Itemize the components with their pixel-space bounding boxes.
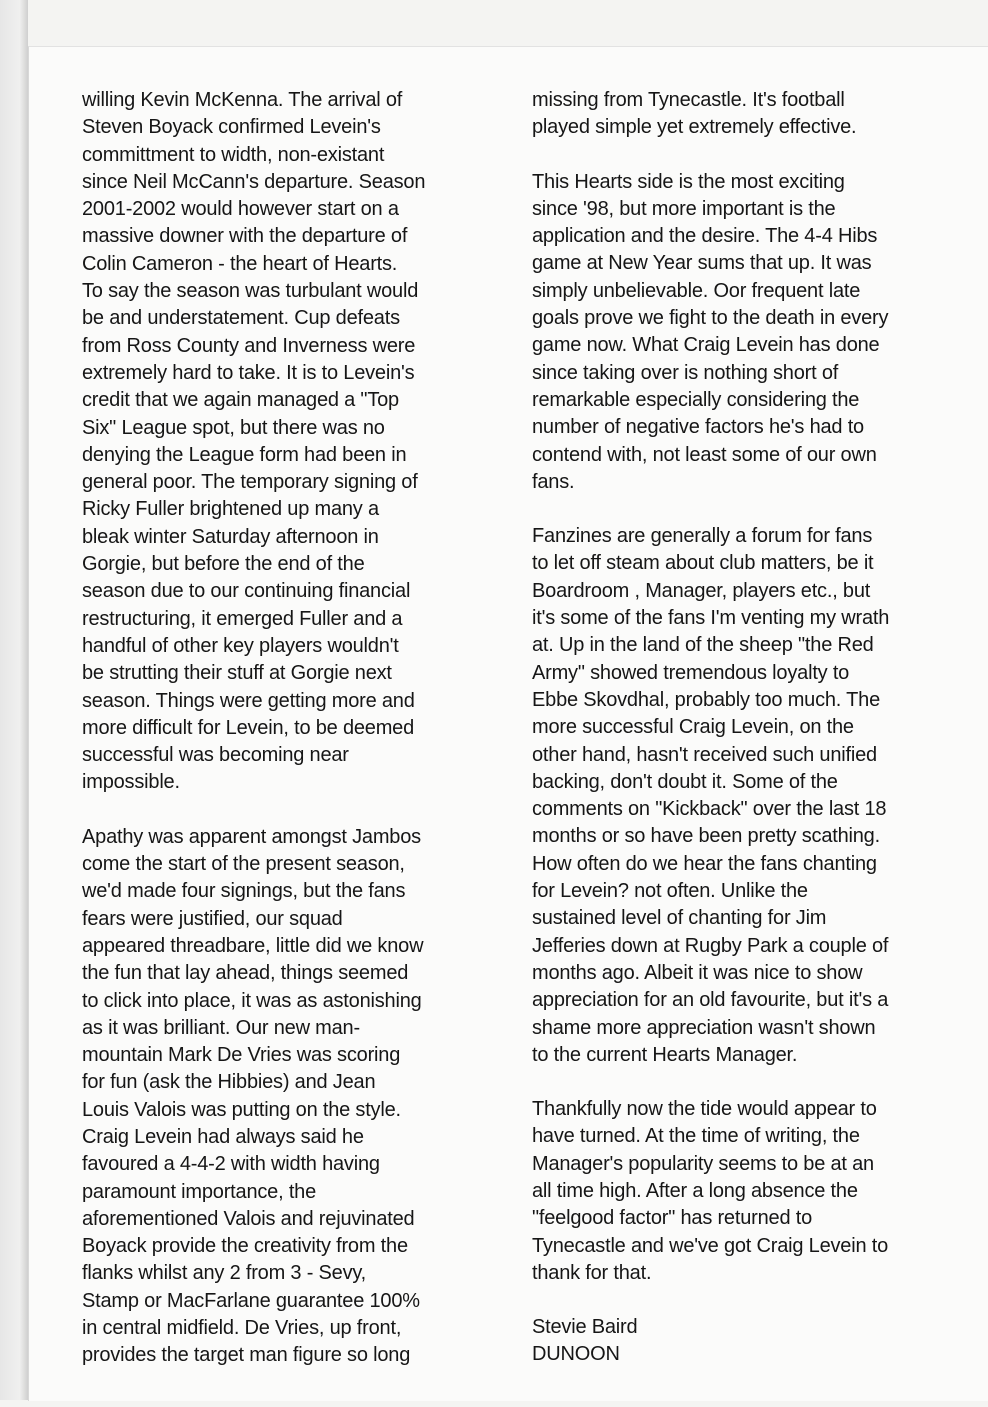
text-line: Stamp or MacFarlane guarantee 100% bbox=[82, 1289, 420, 1312]
text-line: number of negative factors he's had to bbox=[532, 416, 864, 439]
text-line: Ebbe Skovdhal, probably too much. The bbox=[532, 688, 881, 711]
text-line: since '98, but more important is the bbox=[532, 197, 836, 220]
text-line: more difficult for Levein, to be deemed bbox=[82, 716, 415, 739]
text-line: game at New Year sums that up. It was bbox=[532, 252, 872, 275]
text-line: Ricky Fuller brightened up many a bbox=[82, 498, 379, 521]
text-line: thank for that. bbox=[532, 1261, 652, 1284]
text-line: Colin Cameron - the heart of Hearts. bbox=[82, 252, 398, 275]
text-line: for fun (ask the Hibbies) and Jean bbox=[82, 1071, 376, 1094]
text-line: "feelgood factor" has returned to bbox=[532, 1207, 813, 1230]
text-line: Boyack provide the creativity from the bbox=[82, 1235, 408, 1258]
text-line: Jefferies down at Rugby Park a couple of bbox=[532, 934, 889, 957]
text-line: paramount importance, the bbox=[82, 1180, 317, 1203]
text-line: appreciation for an old favourite, but it's a bbox=[532, 989, 889, 1012]
text-line: committment to width, non-existant bbox=[82, 143, 385, 166]
text-line: from Ross County and Inverness were bbox=[82, 334, 416, 357]
text-line: season. Things were getting more and bbox=[82, 689, 415, 712]
text-line: game now. What Craig Levein has done bbox=[532, 334, 880, 357]
text-line: flanks whilst any 2 from 3 - Sevy, bbox=[82, 1262, 367, 1285]
text-line: application and the desire. The 4-4 Hibs bbox=[532, 225, 878, 248]
text-line: comments on "Kickback" over the last 18 bbox=[532, 798, 887, 821]
text-line: played simple yet extremely effective. bbox=[532, 116, 857, 139]
text-line: have turned. At the time of writing, the bbox=[532, 1125, 860, 1148]
text-line: shame more appreciation wasn't shown bbox=[532, 1016, 876, 1039]
text-line: handful of other key players wouldn't bbox=[82, 634, 399, 657]
text-line: contend with, not least some of our own bbox=[532, 443, 877, 466]
text-line: season due to our continuing financial bbox=[82, 580, 411, 603]
page-binding-edge bbox=[0, 0, 28, 1400]
text-line: successful was becoming near bbox=[82, 744, 349, 767]
text-line: Thankfully now the tide would appear to bbox=[532, 1098, 877, 1121]
text-line: fears were justified, our squad bbox=[82, 907, 343, 930]
text-line: to let off steam about club matters, be it bbox=[532, 552, 874, 575]
text-line: bleak winter Saturday afternoon in bbox=[82, 525, 379, 548]
text-line: it's some of the fans I'm venting my wrath bbox=[532, 607, 890, 630]
text-line: aforementioned Valois and rejuvinated bbox=[82, 1207, 415, 1230]
text-line: general poor. The temporary signing of bbox=[82, 471, 418, 494]
text-line: Manager's popularity seems to be at an bbox=[532, 1152, 874, 1175]
text-line: be and understatement. Cup defeats bbox=[82, 307, 400, 330]
article-left-column bbox=[82, 87, 492, 1370]
text-line: remarkable especially considering the bbox=[532, 388, 860, 411]
text-line: restructuring, it emerged Fuller and a bbox=[82, 607, 403, 630]
text-line: This Hearts side is the most exciting bbox=[532, 170, 845, 193]
text-line: Army" showed tremendous loyalty to bbox=[532, 661, 850, 684]
text-line: months ago. Albeit it was nice to show bbox=[532, 961, 863, 984]
text-line: credit that we again managed a "Top bbox=[82, 389, 399, 412]
text-line: we'd made four signings, but the fans bbox=[82, 880, 406, 903]
text-line: Fanzines are generally a forum for fans bbox=[532, 525, 873, 548]
text-line: appeared threadbare, little did we know bbox=[82, 934, 424, 957]
text-line: provides the target man figure so long bbox=[82, 1344, 411, 1367]
text-line: Six" League spot, but there was no bbox=[82, 416, 385, 439]
text-line: goals prove we fight to the death in every bbox=[532, 307, 889, 330]
text-line: favoured a 4-4-2 with width having bbox=[82, 1153, 380, 1176]
text-line: since taking over is nothing short of bbox=[532, 361, 839, 384]
author-name: Stevie Baird bbox=[532, 1316, 638, 1339]
text-line: impossible. bbox=[82, 771, 180, 794]
text-line: fans. bbox=[532, 470, 575, 493]
text-line: since Neil McCann's departure. Season bbox=[82, 170, 426, 193]
text-line: Apathy was apparent amongst Jambos bbox=[82, 825, 421, 848]
text-line: at. Up in the land of the sheep "the Red bbox=[532, 634, 874, 657]
text-line: extremely hard to take. It is to Levein's bbox=[82, 361, 415, 384]
article-paragraph bbox=[532, 1096, 962, 1287]
text-line: Tynecastle and we've got Craig Levein to bbox=[532, 1234, 889, 1257]
text-line: to the current Hearts Manager. bbox=[532, 1043, 798, 1066]
article-right-column bbox=[532, 87, 962, 1369]
text-line: to click into place, it was as astonishing bbox=[82, 989, 422, 1012]
text-line: as it was brilliant. Our new man- bbox=[82, 1016, 360, 1039]
article-paragraph bbox=[82, 824, 492, 1370]
text-line: simply unbelievable. Oor frequent late bbox=[532, 279, 861, 302]
article-paragraph bbox=[532, 169, 962, 497]
author-signature bbox=[532, 1314, 962, 1369]
text-line: How often do we hear the fans chanting bbox=[532, 852, 877, 875]
text-line: for Levein? not often. Unlike the bbox=[532, 880, 808, 903]
text-line: backing, don't doubt it. Some of the bbox=[532, 770, 838, 793]
text-line: Boardroom , Manager, players etc., but bbox=[532, 579, 871, 602]
text-line: other hand, hasn't received such unified bbox=[532, 743, 877, 766]
article-paragraph bbox=[532, 87, 962, 142]
text-line: willing Kevin McKenna. The arrival of bbox=[82, 89, 403, 111]
text-line: 2001-2002 would however start on a bbox=[82, 198, 399, 221]
text-line: To say the season was turbulant would bbox=[82, 280, 419, 303]
article-paragraph bbox=[532, 523, 962, 1069]
text-line: come the start of the present season, bbox=[82, 853, 405, 876]
text-line: Steven Boyack confirmed Levein's bbox=[82, 116, 381, 139]
text-line: months or so have been pretty scathing. bbox=[532, 825, 880, 848]
text-line: denying the League form had been in bbox=[82, 443, 407, 466]
text-line: mountain Mark De Vries was scoring bbox=[82, 1044, 401, 1067]
author-location: DUNOON bbox=[532, 1343, 620, 1366]
text-line: be strutting their stuff at Gorgie next bbox=[82, 662, 392, 685]
text-line: in central midfield. De Vries, up front, bbox=[82, 1317, 402, 1340]
text-line: all time high. After a long absence the bbox=[532, 1179, 858, 1202]
text-line: Gorgie, but before the end of the bbox=[82, 553, 365, 576]
article-paragraph bbox=[82, 87, 492, 797]
text-line: massive downer with the departure of bbox=[82, 225, 408, 248]
text-line: the fun that lay ahead, things seemed bbox=[82, 962, 409, 985]
text-line: more successful Craig Levein, on the bbox=[532, 716, 854, 739]
text-line: Craig Levein had always said he bbox=[82, 1125, 364, 1148]
text-line: Louis Valois was putting on the style. bbox=[82, 1098, 401, 1121]
text-line: missing from Tynecastle. It's football bbox=[532, 89, 845, 111]
text-line: sustained level of chanting for Jim bbox=[532, 907, 827, 930]
